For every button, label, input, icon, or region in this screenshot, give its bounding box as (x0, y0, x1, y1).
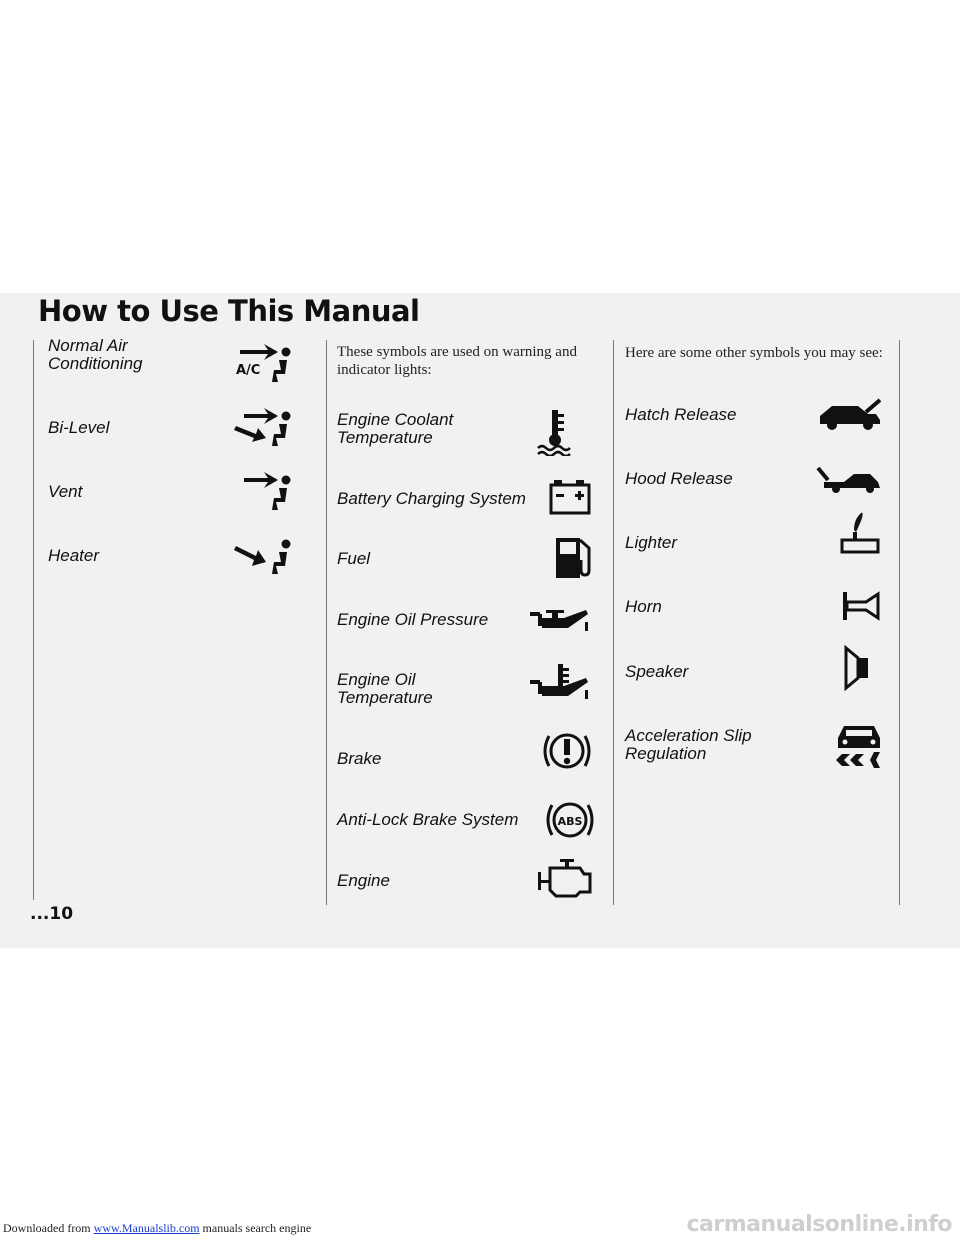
intro-line: These symbols are used on warning and (337, 344, 577, 360)
engine-oil-temperature-icon (528, 662, 592, 706)
hood-release-icon (814, 462, 886, 496)
download-footer (3, 1221, 311, 1236)
label-line: Normal Air (48, 336, 128, 355)
engine-oil-pressure-label: Engine Oil Pressure (337, 610, 489, 629)
engine-coolant-temperature-label (337, 411, 453, 447)
vent-label: Vent (48, 482, 83, 501)
horn-label: Horn (625, 597, 662, 616)
label-line: Regulation (625, 744, 707, 763)
vent-icon (232, 468, 292, 512)
brake-warning-icon (540, 726, 594, 776)
label-line: Temperature (337, 428, 433, 447)
label-line: Acceleration Slip (625, 726, 752, 745)
lighter-label: Lighter (625, 533, 677, 552)
column-divider-2 (613, 340, 614, 905)
bi-level-label: Bi-Level (48, 418, 110, 437)
column-divider-1 (326, 340, 327, 905)
warning-lights-intro (337, 343, 577, 379)
left-margin-rule (33, 340, 34, 900)
watermark: carmanualsonline.info (686, 1212, 952, 1237)
speaker-label: Speaker (625, 662, 689, 681)
heater-label: Heater (48, 546, 100, 565)
speaker-icon (842, 644, 872, 692)
anti-lock-brake-system-label: Anti-Lock Brake System (337, 810, 519, 829)
engine-oil-temperature-label (337, 671, 433, 707)
brake-label: Brake (337, 749, 382, 768)
fuel-label: Fuel (337, 549, 371, 568)
intro-line: indicator lights: (337, 362, 432, 378)
battery-charging-system-label: Battery Charging System (337, 489, 526, 508)
footer-suffix: manuals search engine (199, 1221, 312, 1235)
manualslib-link[interactable]: www.Manualslib.com (93, 1221, 200, 1235)
normal-air-conditioning-label (48, 337, 143, 373)
horn-icon (840, 588, 884, 624)
label-line: Engine Coolant (337, 410, 454, 429)
hatch-release-icon (814, 394, 886, 434)
engine-label: Engine (337, 871, 390, 890)
hatch-release-label: Hatch Release (625, 405, 737, 424)
other-symbols-intro: Here are some other symbols you may see: (625, 345, 883, 361)
abs-icon (543, 795, 597, 845)
acceleration-slip-regulation-icon (834, 722, 884, 770)
label-line: Conditioning (48, 354, 143, 373)
footer-prefix: Downloaded from (3, 1221, 94, 1235)
label-line: Temperature (337, 688, 433, 707)
check-engine-icon (534, 856, 598, 900)
hood-release-label: Hood Release (625, 469, 733, 488)
right-margin-rule (899, 340, 900, 905)
ac-icon-text: A/C (236, 363, 261, 378)
lighter-icon (838, 506, 882, 556)
heater-icon (232, 532, 292, 576)
page-title: How to Use This Manual (38, 294, 420, 328)
battery-icon (548, 477, 592, 517)
fuel-pump-icon (553, 532, 597, 582)
oil-can-icon (528, 604, 592, 638)
acceleration-slip-regulation-label (625, 727, 752, 763)
normal-air-conditioning-icon (232, 340, 292, 384)
bi-level-icon (232, 404, 292, 448)
page-number: ...10 (30, 904, 74, 924)
abs-icon-text: ABS (557, 815, 583, 828)
label-line: Engine Oil (337, 670, 416, 689)
engine-coolant-temperature-icon (534, 406, 578, 456)
